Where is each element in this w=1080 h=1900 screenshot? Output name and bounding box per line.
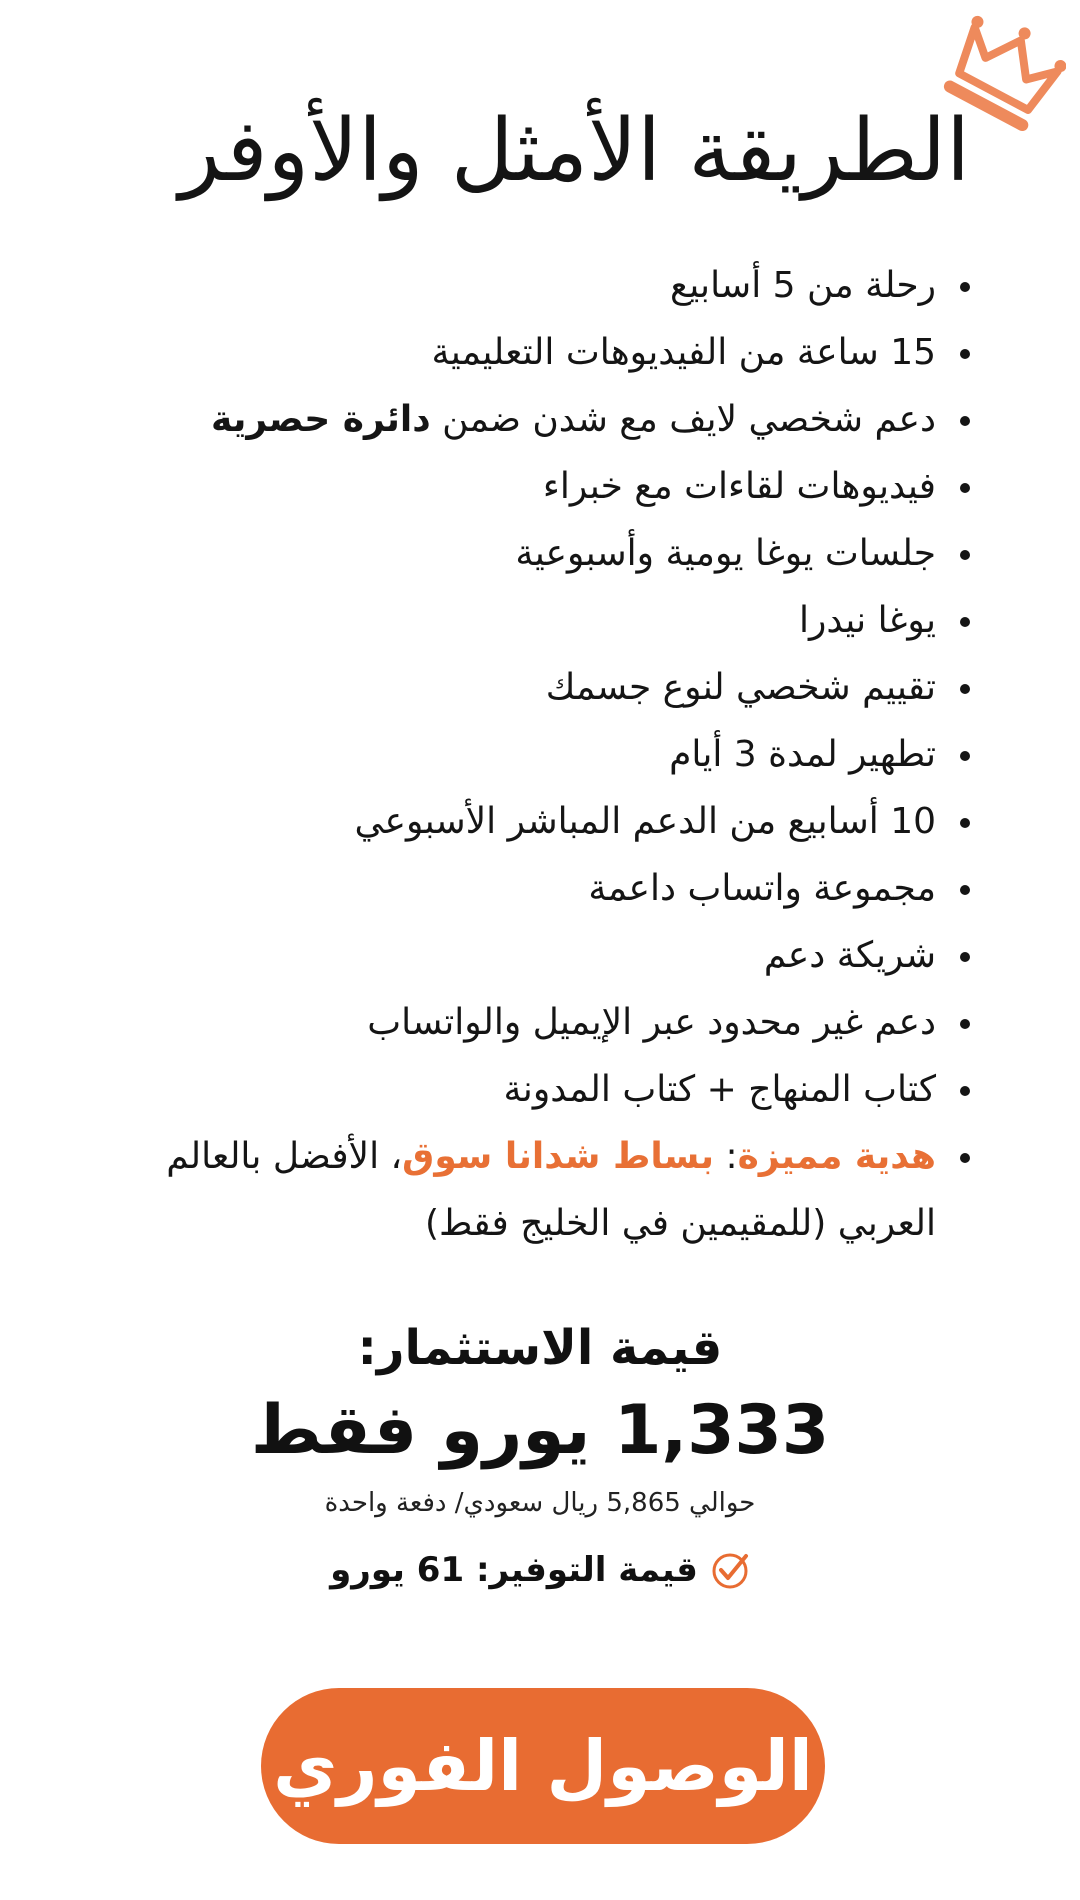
- bullet-icon: [960, 1086, 970, 1096]
- check-circle-icon: [710, 1550, 750, 1590]
- gift-product: بساط شدانا سوق: [402, 1136, 715, 1177]
- feature-item: [110, 520, 970, 587]
- savings-row: [330, 1550, 750, 1590]
- bullet-icon: [960, 885, 970, 895]
- feature-item: [110, 453, 970, 520]
- feature-item: [110, 587, 970, 654]
- feature-text: رحلة من 5 أسابيع: [670, 265, 936, 306]
- bullet-icon: [960, 282, 970, 292]
- bullet-icon: [960, 550, 970, 560]
- feature-text: يوغا نيدرا: [798, 600, 936, 641]
- feature-item: [110, 386, 970, 453]
- feature-text: كتاب المنهاج + كتاب المدونة: [503, 1069, 936, 1110]
- bullet-icon: [960, 416, 970, 426]
- feature-text: دعم غير محدود عبر الإيميل والواتساب: [367, 1002, 936, 1043]
- feature-text: تطهير لمدة 3 أيام: [669, 734, 936, 775]
- investment-label: قيمة الاستثمار:: [357, 1320, 723, 1376]
- savings-text: قيمة التوفير: 61 يورو: [330, 1550, 698, 1591]
- feature-item: [110, 788, 970, 855]
- feature-text: جلسات يوغا يومية وأسبوعية: [515, 533, 936, 574]
- bullet-icon: [960, 1019, 970, 1029]
- feature-item: [110, 922, 970, 989]
- pricing-section: [0, 1320, 1080, 1594]
- bullet-icon: [960, 751, 970, 761]
- feature-item: [110, 989, 970, 1056]
- page-title: الطريقة الأمثل والأوفر: [179, 101, 970, 201]
- bullet-icon: [960, 617, 970, 627]
- gift-item: [110, 1123, 970, 1257]
- bullet-icon: [960, 349, 970, 359]
- feature-text: تقييم شخصي لنوع جسمك: [545, 667, 936, 708]
- bullet-icon: [960, 684, 970, 694]
- feature-text: 15 ساعة من الفيديوهات التعليمية: [431, 332, 936, 373]
- gift-label: هدية مميزة: [737, 1136, 936, 1177]
- feature-text: فيديوهات لقاءات مع خبراء: [542, 466, 936, 507]
- gift-separator: :: [714, 1136, 738, 1177]
- instant-access-button[interactable]: الوصول الفوري: [261, 1688, 825, 1844]
- feature-highlight: دائرة حصرية: [211, 399, 431, 440]
- bullet-icon: [960, 1153, 970, 1163]
- feature-item: [110, 721, 970, 788]
- feature-item: [110, 1056, 970, 1123]
- features-list: [110, 252, 970, 1257]
- feature-text: شريكة دعم: [763, 935, 936, 976]
- price-note: حوالي 5,865 ريال سعودي/ دفعة واحدة: [324, 1487, 756, 1518]
- bullet-icon: [960, 483, 970, 493]
- gift-description: ، الأفضل بالعالم العربي (للمقيمين في الخليج فقط): [166, 1136, 936, 1244]
- feature-item: [110, 855, 970, 922]
- feature-item: [110, 252, 970, 319]
- bullet-icon: [960, 952, 970, 962]
- feature-text: دعم شخصي لايف مع شدن ضمن: [430, 399, 936, 440]
- feature-text: مجموعة واتساب داعمة: [588, 868, 936, 909]
- bullet-icon: [960, 818, 970, 828]
- feature-item: [110, 654, 970, 721]
- feature-text: 10 أسابيع من الدعم المباشر الأسبوعي: [354, 801, 936, 842]
- feature-item: [110, 319, 970, 386]
- price-value: 1,333 يورو فقط: [250, 1390, 830, 1470]
